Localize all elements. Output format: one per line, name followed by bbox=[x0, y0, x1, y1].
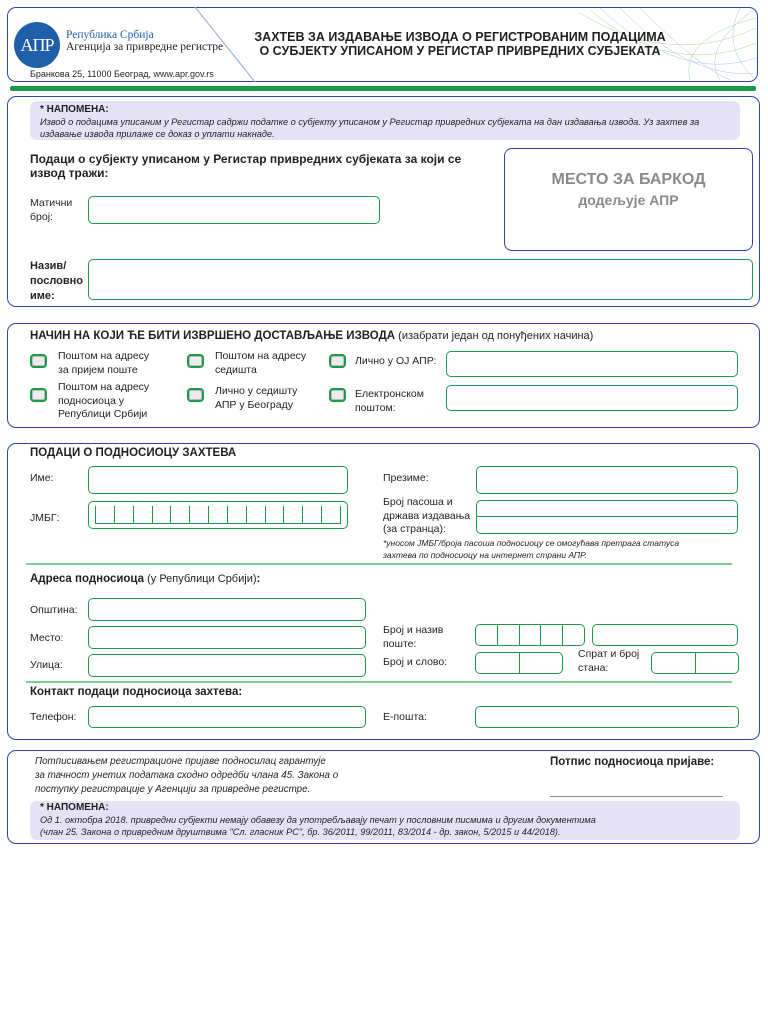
barcode-line1: МЕСТО ЗА БАРКОД bbox=[551, 171, 706, 188]
jmbg-cells bbox=[95, 506, 341, 524]
option-in-person-belgrade-label bbox=[215, 385, 297, 412]
subject-heading-line1: Подаци о субјекту уписаном у Регистар привредних субјеката за који се bbox=[30, 152, 462, 166]
delivery-heading-bold: НАЧИН НА КОЈИ ЋЕ БИТИ ИЗВРШЕНО ДОСТАВЉАЊЕ ИЗВОДА bbox=[30, 330, 396, 342]
pasos-label-2: држава издавања bbox=[383, 509, 471, 522]
barcode-line2: додељује АПР bbox=[578, 192, 679, 208]
telefon-input[interactable] bbox=[88, 706, 366, 728]
ulica-input[interactable] bbox=[88, 654, 366, 677]
divider-contact bbox=[26, 681, 732, 683]
naziv-input[interactable] bbox=[88, 259, 753, 300]
form-title-line1: ЗАХТЕВ ЗА ИЗДАВАЊЕ ИЗВОДА О РЕГИСТРОВАНИМ ПОДАЦИМА bbox=[254, 30, 666, 44]
jmbg-digit-cell[interactable] bbox=[266, 506, 285, 523]
note-stamp-info bbox=[30, 801, 740, 840]
note-line1: Од 1. октобра 2018. привредни субјекти немају обавезу да употребљавају печат у пословним писмима и другим документима bbox=[40, 815, 596, 825]
sprat-label-1: Спрат и број bbox=[578, 648, 640, 660]
postal-code-input[interactable] bbox=[475, 624, 585, 646]
declaration-line: Потписивањем регистрационе пријаве подносилац гарантује bbox=[35, 756, 326, 767]
sprat-label-2: стана: bbox=[578, 661, 609, 674]
jmbg-digit-cell[interactable] bbox=[209, 506, 228, 523]
option-line: за пријем поште bbox=[58, 363, 138, 376]
opstina-input[interactable] bbox=[88, 598, 366, 621]
jmbg-digit-cell[interactable] bbox=[134, 506, 153, 523]
option-post-receipt-label bbox=[58, 350, 149, 377]
posta-label-1: Број и назив bbox=[383, 624, 444, 636]
pasos-label bbox=[383, 496, 470, 537]
prezime-label: Презиме: bbox=[383, 472, 429, 484]
jmbg-digit-cell[interactable] bbox=[171, 506, 190, 523]
header-green-bar bbox=[10, 86, 756, 91]
address-heading bbox=[30, 573, 260, 587]
option-in-person-oj-label: Лично у ОЈ АПР: bbox=[355, 355, 437, 367]
address-heading-bold: Адреса подносиоца bbox=[30, 573, 145, 585]
jmbg-digit-cell[interactable] bbox=[322, 506, 340, 523]
sprat-label bbox=[578, 648, 639, 675]
option-line: Електронском bbox=[355, 388, 424, 400]
maticni-label-2: број: bbox=[30, 210, 53, 223]
oj-apr-input[interactable] bbox=[446, 351, 738, 377]
ulica-label: Улица: bbox=[30, 659, 63, 671]
eposta-input[interactable] bbox=[475, 706, 739, 728]
declaration-text bbox=[35, 755, 338, 797]
barcode-area bbox=[504, 148, 753, 251]
floor-apartment-input[interactable] bbox=[651, 652, 739, 674]
address-heading-colon: : bbox=[256, 573, 261, 585]
checkbox-in-person-belgrade[interactable] bbox=[187, 388, 204, 402]
delivery-heading bbox=[30, 330, 593, 344]
floor-cell[interactable] bbox=[652, 653, 696, 673]
prezime-input[interactable] bbox=[476, 466, 738, 494]
option-line: седишта bbox=[215, 363, 257, 376]
option-email-label bbox=[355, 388, 424, 415]
postal-digit-cell[interactable] bbox=[476, 625, 498, 645]
divider-address bbox=[26, 563, 732, 565]
postal-digit-cell[interactable] bbox=[498, 625, 520, 645]
jmbg-digit-cell[interactable] bbox=[115, 506, 134, 523]
declaration-line: поступку регистрације у Агенцији за привредне регистре. bbox=[35, 784, 311, 795]
eposta-label: Е-пошта: bbox=[383, 711, 427, 723]
delivery-heading-hint: (изабрати један од понуђених начина) bbox=[395, 330, 594, 342]
org-name-line1: Република Србија bbox=[66, 29, 154, 41]
note-title: * НАПОМЕНА: bbox=[40, 104, 109, 115]
apartment-cell[interactable] bbox=[696, 653, 739, 673]
jmbg-note bbox=[383, 537, 679, 561]
form-title-line2: О СУБЈЕКТУ УПИСАНОМ У РЕГИСТАР ПРИВРЕДНИХ СУБЈЕКАТА bbox=[259, 44, 661, 58]
mesto-input[interactable] bbox=[88, 626, 366, 649]
jmbg-digit-cell[interactable] bbox=[153, 506, 172, 523]
applicant-heading: ПОДАЦИ О ПОДНОСИОЦУ ЗАХТЕВА bbox=[30, 447, 237, 459]
checkbox-applicant-address[interactable] bbox=[30, 388, 47, 402]
jmbg-note-2: захтева по подносиоцу на интернет страни АПР. bbox=[383, 550, 587, 560]
opstina-label: Општина: bbox=[30, 604, 78, 616]
naziv-label bbox=[30, 259, 83, 304]
jmbg-label: ЈМБГ: bbox=[30, 512, 60, 524]
broj-slovo-label: Број и слово: bbox=[383, 656, 448, 668]
house-letter-cell[interactable] bbox=[520, 653, 563, 673]
post-office-name-input[interactable] bbox=[592, 624, 738, 646]
house-number-input[interactable] bbox=[475, 652, 563, 674]
jmbg-digit-cell[interactable] bbox=[228, 506, 247, 523]
checkbox-post-receipt-address[interactable] bbox=[30, 354, 47, 368]
option-line: Поштом на адресу bbox=[58, 381, 150, 393]
contact-heading: Контакт подаци подносиоца захтева: bbox=[30, 686, 243, 698]
note-title: * НАПОМЕНА: bbox=[40, 802, 109, 813]
org-name-line2: Агенција за привредне регистре bbox=[66, 41, 224, 53]
email-delivery-input[interactable] bbox=[446, 385, 738, 411]
option-seat-address-label bbox=[215, 350, 306, 377]
jmbg-digit-cell[interactable] bbox=[284, 506, 303, 523]
option-applicant-address-label bbox=[58, 381, 149, 422]
pasos-label-1: Број пасоша и bbox=[383, 496, 453, 508]
note-extract-info bbox=[30, 101, 740, 140]
option-line: Поштом на адресу bbox=[215, 350, 307, 362]
subject-heading-line2: извод тражи: bbox=[30, 166, 109, 180]
declaration-line: за тачност унетих података сходно одредби члана 45. Закона о bbox=[35, 770, 339, 781]
telefon-label: Телефон: bbox=[30, 711, 77, 723]
jmbg-digit-cell[interactable] bbox=[96, 506, 115, 523]
signature-label: Потпис подносиоца пријаве: bbox=[550, 756, 715, 768]
option-line: Лично у седишту bbox=[215, 385, 298, 397]
ime-input[interactable] bbox=[88, 466, 348, 494]
posta-label bbox=[383, 624, 443, 651]
checkbox-in-person-oj[interactable] bbox=[329, 354, 346, 368]
jmbg-note-1: *уносом ЈМБГ/броја пасоша подносиоцу се омогућава претрага статуса bbox=[383, 538, 680, 548]
option-line: подносиоца у bbox=[58, 394, 125, 407]
maticni-label bbox=[30, 197, 72, 224]
mesto-label: Место: bbox=[30, 632, 64, 644]
maticni-label-1: Матични bbox=[30, 197, 73, 209]
postal-digit-cell[interactable] bbox=[563, 625, 584, 645]
option-line: Републици Србији bbox=[58, 408, 148, 420]
naziv-label-2: пословно bbox=[30, 275, 84, 287]
checkbox-email[interactable] bbox=[329, 388, 346, 402]
ime-label: Име: bbox=[30, 472, 54, 484]
naziv-label-1: Назив/ bbox=[30, 260, 67, 272]
apr-logo-icon: АПР bbox=[14, 22, 60, 68]
option-line: поштом: bbox=[355, 401, 396, 414]
address-heading-hint: (у Републици Србији) bbox=[144, 573, 257, 585]
postal-digit-cell[interactable] bbox=[541, 625, 563, 645]
house-number-cell[interactable] bbox=[476, 653, 520, 673]
drzava-izdavanja-input[interactable] bbox=[476, 516, 738, 534]
signature-line[interactable] bbox=[550, 796, 723, 797]
posta-label-2: поште: bbox=[383, 637, 417, 650]
pasos-label-3: (за странца): bbox=[383, 523, 446, 535]
checkbox-seat-address[interactable] bbox=[187, 354, 204, 368]
option-line: АПР у Београду bbox=[215, 398, 293, 411]
org-address: Бранкова 25, 11000 Београд, www.apr.gov.rs bbox=[30, 69, 214, 79]
postal-digit-cell[interactable] bbox=[520, 625, 542, 645]
jmbg-digit-cell[interactable] bbox=[247, 506, 266, 523]
jmbg-input[interactable] bbox=[88, 501, 348, 529]
maticni-broj-input[interactable] bbox=[88, 196, 380, 224]
jmbg-digit-cell[interactable] bbox=[303, 506, 322, 523]
note-body: Извод о подацима уписаним у Регистар садржи податке о субјекту уписаном у Регистар привредних субјеката на дан издавања извода. Уз захтев за издавање извода прилаже се доказ о уплати накнаде. bbox=[40, 117, 700, 139]
option-line: Поштом на адресу bbox=[58, 350, 150, 362]
note-line2: (члан 25. Закона о привредним друштвима "Сл. гласник РС", бр. 36/2011, 99/2011, 83/2014 - др. закон, 5/2015 и 44/2018). bbox=[40, 827, 561, 837]
jmbg-digit-cell[interactable] bbox=[190, 506, 209, 523]
naziv-label-3: име: bbox=[30, 290, 55, 302]
